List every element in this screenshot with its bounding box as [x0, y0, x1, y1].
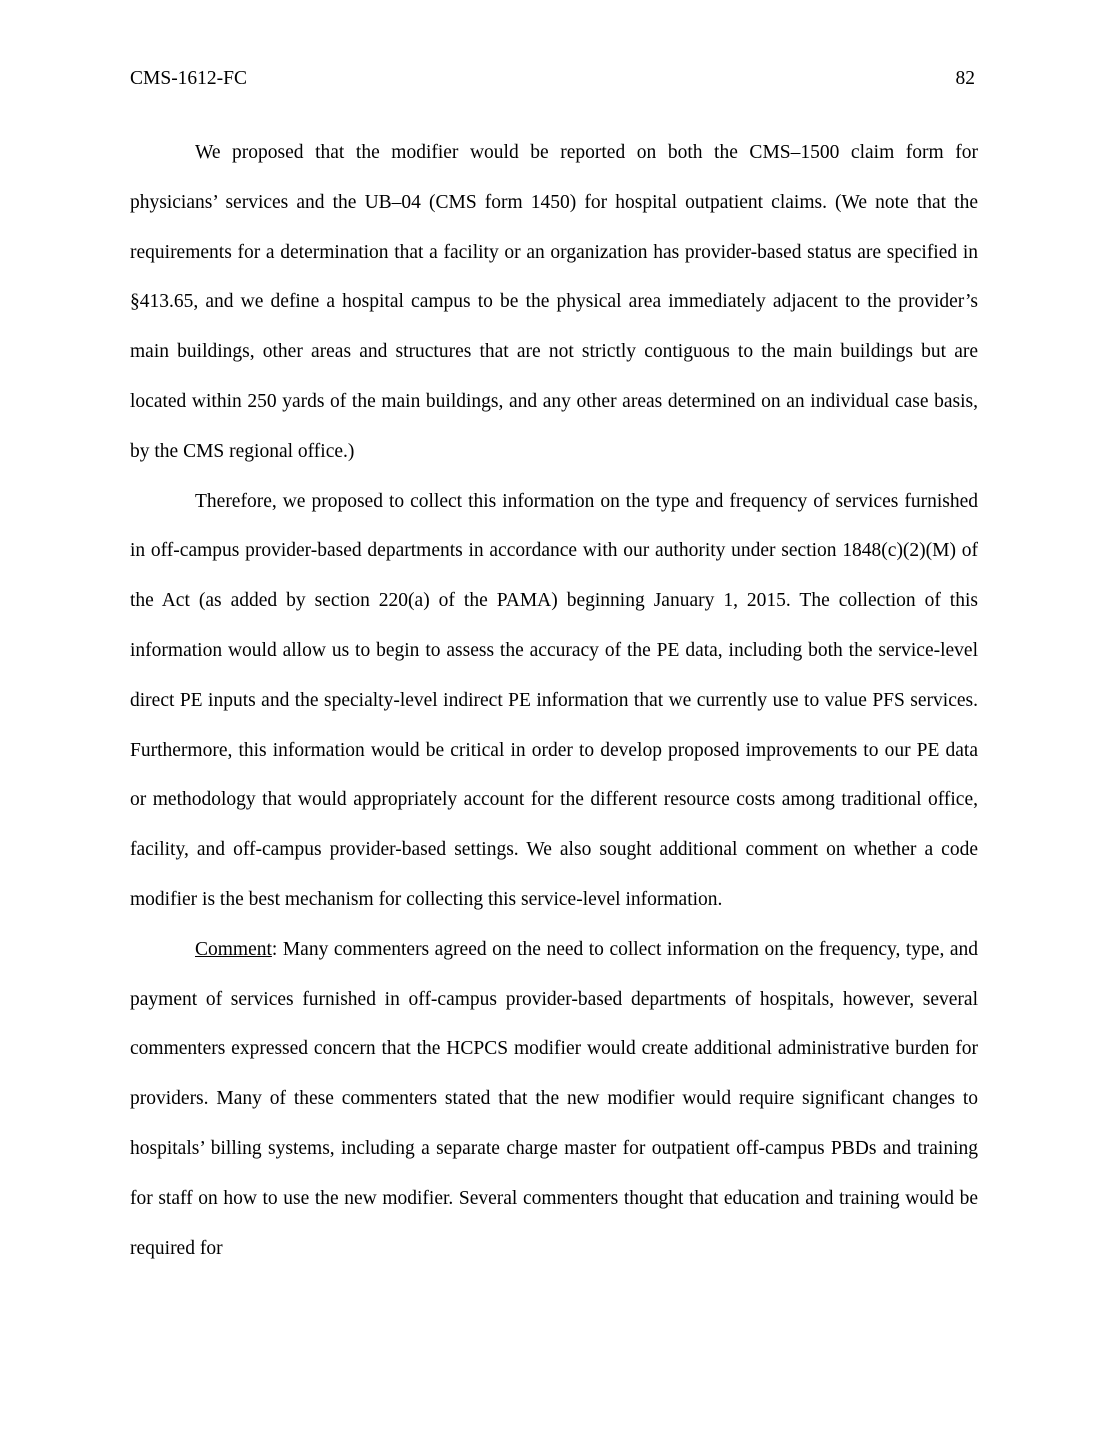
paragraph-text: : Many commenters agreed on the need to collect information on the frequency, type, and payment of services furnished in off-campus provider-based departments of hospitals, however, several commenters expressed concern that the HCPCS modifier would create additional administrative burden for providers. Many of these commenters stated that the new modifier would require significant changes to hospitals’ billing systems, including a separate charge master for outpatient off-campus PBDs and training for staff on how to use the new modifier. Several commenters thought that education and training would be required for — [130, 938, 978, 1259]
paragraph-modifier-reporting — [130, 128, 978, 477]
paragraph-comment — [130, 925, 978, 1274]
document-body — [130, 128, 978, 1273]
paragraph-text: Therefore, we proposed to collect this information on the type and frequency of services furnished in off-campus provider-based departments in accordance with our authority under section 1848(c)(2)(M) of the Act (as added by section 220(a) of the PAMA) beginning January 1, 2015. The collection of this information would allow us to begin to assess the accuracy of the PE data, including both the service-level direct PE inputs and the specialty-level indirect PE information that we currently use to value PFS services. Furthermore, this information would be critical in order to develop proposed improvements to our PE data or methodology that would appropriately account for the different resource costs among traditional office, facility, and off-campus provider-based settings. We also sought additional comment on whether a code modifier is the best mechanism for collecting this service-level information. — [130, 490, 978, 910]
paragraph-text: We proposed that the modifier would be reported on both the CMS–1500 claim form for physicians’ services and the UB–04 (CMS form 1450) for hospital outpatient claims. (We note that the requirements for a determination that a facility or an organization has provider-based status are specified in §413.65, and we define a hospital campus to be the physical area immediately adjacent to the provider’s main buildings, other areas and structures that are not strictly contiguous to the main buildings but are located within 250 yards of the main buildings, and any other areas determined on an individual case basis, by the CMS regional office.) — [130, 142, 978, 462]
comment-label: Comment — [195, 938, 272, 960]
document-id: CMS-1612-FC — [130, 68, 248, 89]
paragraph-data-collection — [130, 477, 978, 925]
page-header — [130, 66, 975, 92]
page-number: 82 — [955, 68, 975, 89]
